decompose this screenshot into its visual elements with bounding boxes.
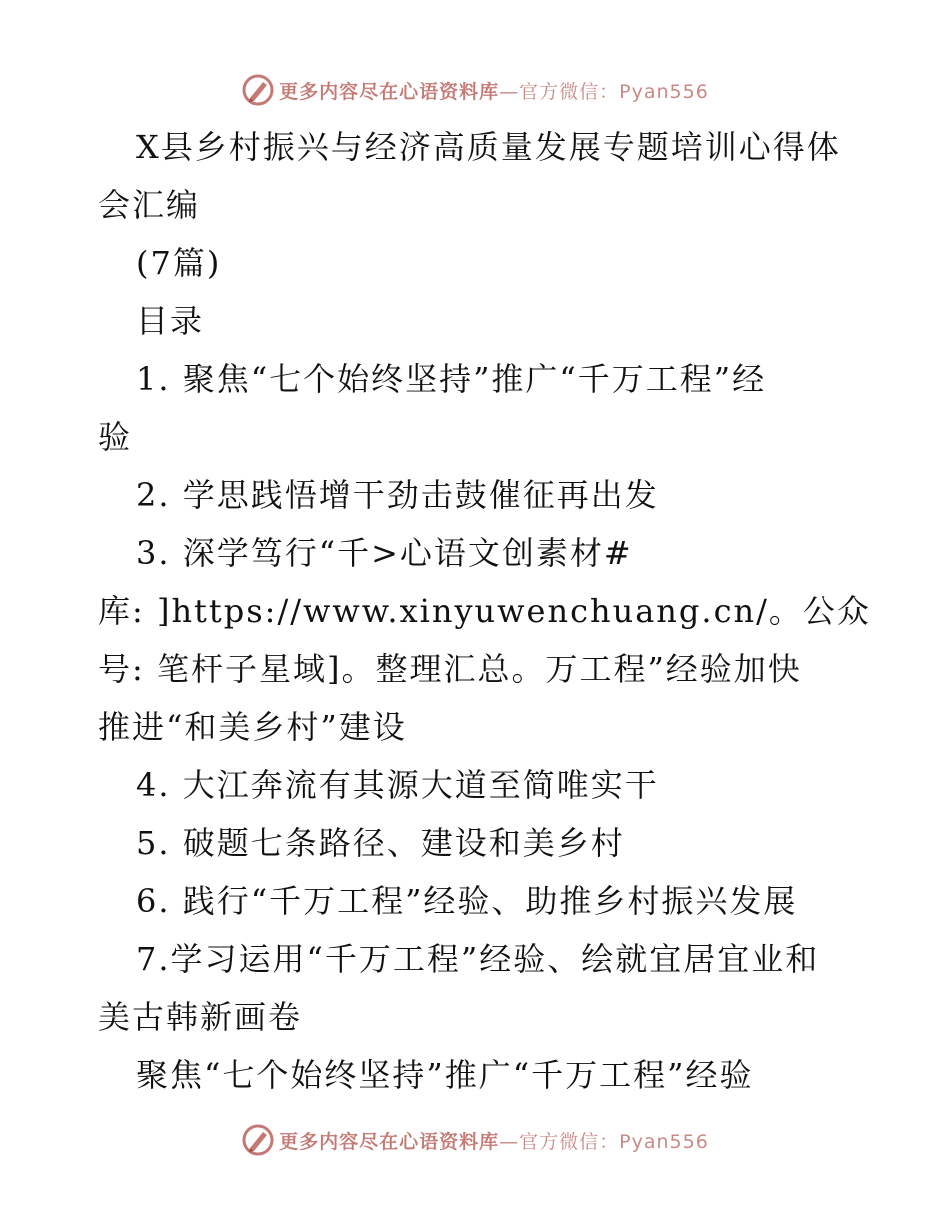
doc-count: (7篇) [136,244,222,282]
watermark-text: 更多内容尽在心语资料库—官方微信：Pyan556 [279,1130,709,1153]
toc-item-6: 6. 践行“千万工程”经验、助推乡村振兴发展 [136,882,798,920]
toc-item-4: 4. 大江奔流有其源大道至简唯实干 [136,766,659,804]
toc-item-1-cont: 验 [98,418,133,456]
pen-logo-icon [241,73,275,107]
footer-watermark [0,1120,950,1160]
toc-item-1: 1. 聚焦“七个始终坚持”推广“千万工程”经 [136,360,767,398]
pen-logo-icon [241,1123,275,1157]
toc-item-3: 3. 深学笃行“千>心语文创素材# [136,534,633,572]
doc-title-line-1: X县乡村振兴与经济高质量发展专题培训心得体 [136,128,841,166]
toc-heading: 目录 [136,302,205,340]
toc-item-3-cont-1: 库: ]https://www.xinyuwenchuang.cn/。公众 [98,592,871,630]
header-watermark [0,70,950,110]
watermark-text: 更多内容尽在心语资料库—官方微信：Pyan556 [279,80,709,103]
toc-item-7-cont: 美古韩新画卷 [98,998,303,1036]
section-heading: 聚焦“七个始终坚持”推广“千万工程”经验 [136,1056,754,1094]
toc-item-2: 2. 学思践悟增干劲击鼓催征再出发 [136,476,659,514]
doc-title-line-2: 会汇编 [98,186,201,224]
toc-item-3-cont-3: 推进“和美乡村”建设 [98,708,407,746]
toc-item-5: 5. 破题七条路径、建设和美乡村 [136,824,625,862]
document-body [98,118,871,1104]
toc-item-7: 7.学习运用“千万工程”经验、绘就宜居宜业和 [136,940,820,978]
toc-item-3-cont-2: 号: 笔杆子星域]。整理汇总。万工程”经验加快 [98,650,802,688]
